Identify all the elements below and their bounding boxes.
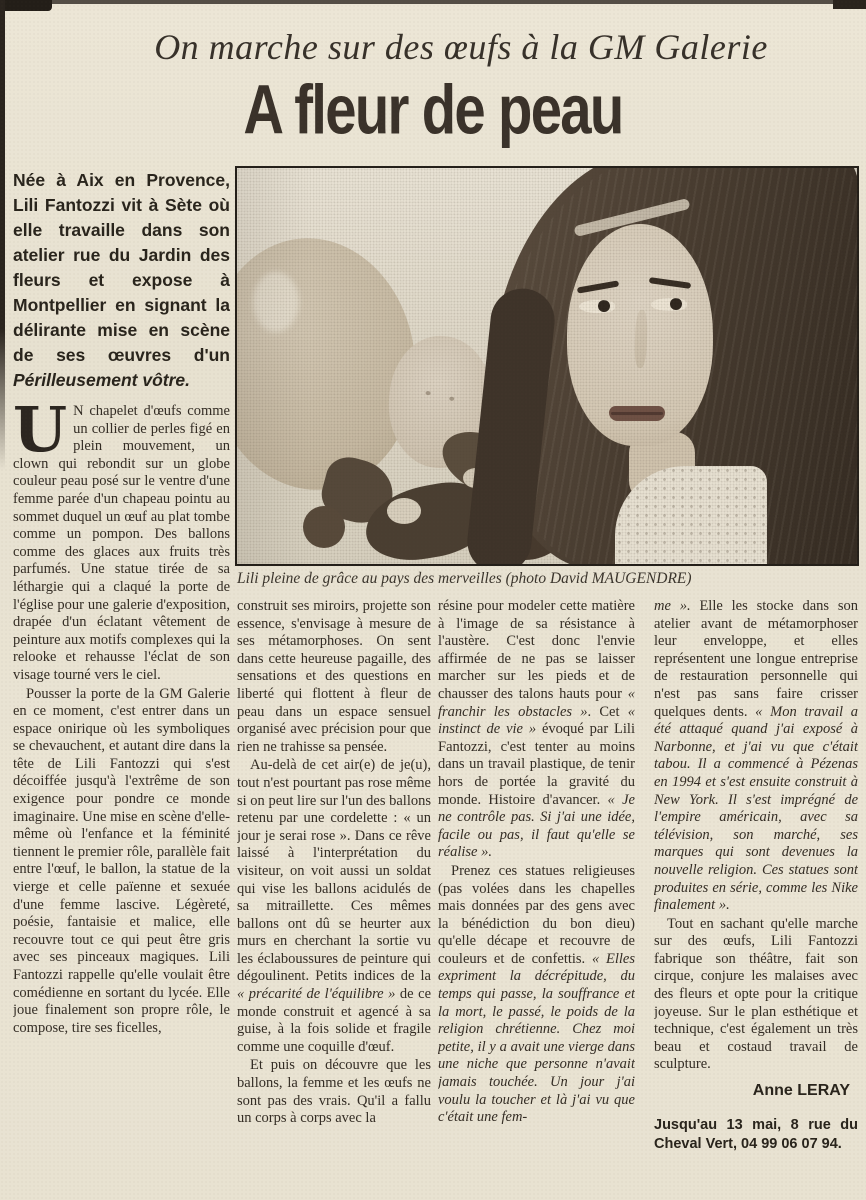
exhibition-info: Jusqu'au 13 mai, 8 rue du Cheval Vert, 04 99 06 07 94. (654, 1117, 858, 1153)
scan-artifact-top-line (0, 0, 866, 4)
article-photo (235, 166, 859, 566)
painted-fabric-blob (303, 506, 345, 548)
kicker-line: On marche sur des œufs à la GM Galerie (154, 27, 768, 67)
woman-iris-left (598, 300, 610, 312)
scan-artifact-top-right (833, 0, 866, 9)
balloon-highlight (253, 272, 299, 332)
woman-eye-left (579, 300, 615, 313)
intro-lead-text: Née à Aix en Provence, Lili Fantozzi vit à Sète où elle travaille dans son atelier rue du Jardin des fleurs et expose à Montpellier en signant la délirante mise en scène de ses œuvres d'un (13, 170, 230, 365)
page-title: A fleur de peau (243, 71, 623, 150)
intro-work-title: Périlleusement vôtre. (13, 370, 191, 390)
column-2 (237, 598, 431, 1200)
column-4 (654, 598, 858, 1200)
dropcap-letter: U (13, 393, 68, 466)
column-1 (13, 168, 230, 1200)
paragraph: Prenez ces statues religieuses (pas volées dans les chapelles mais données par des gens avec la bénédiction du bon dieu) qu'elle décape et recouvre de couleurs et de confettis. « Elles expriment la décrépitude, du temps qui passe, la souffrance et la mort, le passé, le poids de la religion chrétienne. Chez moi petite, il y a avait une vierge dans une niche que personne n'avait jamais touchée. Un jour j'ai voulu la toucher et là j'ai vu que c'était une fem- (438, 862, 635, 1126)
scan-artifact-top-left (0, 0, 52, 11)
author-byline: Anne LERAY (752, 1082, 850, 1100)
paragraph: me ». Elle les stocke dans son atelier avant de métamorphoser leur enveloppe, et elles représentent une longue entreprise de restauration personnelle qui n'est pas sans faire crisser quelques dents. « Mon travail a été attaqué quand j'ai exposé à Narbonne, et j'ai vu que c'était tabou. Il a commencé à Pézenas en 1994 et s'est ensuite construit à New York. Il s'est imprégné de l'empire américain, avec sa télévision, son marché, ses marques qui sont devenues la nouvelle religion. Ces statues sont produites en série, comme les Nike finalement ». (654, 598, 858, 914)
paragraph: Au-delà de cet air(e) de je(u), tout n'est pourtant pas rose même si on peut lire sur l'un des ballons retenu par une cordelette : « un jour je serai rose ». Dans ce rêve laissé à l'interprétation du visiteur, on voit aussi un soldat qui vise les ballons acidulés de sa mitraillette. Ces mêmes ballons ont dû se heurter aux murs en cherchant la sortie vu les éclaboussures de peinture qui dégoulinent. Petits indices de la « précarité de l'équilibre » de ce monde construit et agencé à sa guise, à la fois solide et fragile comme une coquille d'œuf. (237, 757, 431, 1055)
doll-eye-right (449, 397, 454, 401)
paragraph: Tout en sachant qu'elle marche sur des œufs, Lili Fantozzi fabrique son théâtre, fait son cirque, conjure les malaises avec des fleurs et opte pour la critique joyeuse. Sur le plan esthétique et technique, c'est également un très beau et costaud travail de sculpture. (654, 915, 858, 1073)
photo-caption: Lili pleine de grâce au pays des merveilles (photo David MAUGENDRE) (237, 570, 692, 587)
painted-fabric-light-spot (387, 498, 421, 524)
paragraph (13, 393, 230, 685)
intro-chapeau (13, 168, 230, 393)
paragraph: construit ses miroirs, projette son essence, s'envisage à mesure de ses métamorphoses. On sent dans cette heureuse pagaille, des sensations et des questions en liberté qui flottent à fleur de peau dans un espace sensuel organisé avec précision pour que rien ne trahisse sa pensée. (237, 598, 431, 755)
paragraph-text: N chapelet d'œufs comme un collier de perles figé en plein mouvement, un clown qui rebondit sur un globe couleur peau posé sur le ventre d'une femme parée d'un chapeau pointu au sommet duquel un œuf au plat tombe comme un pompon. Des ballons comme des glaces aux fruits très parfumés. Une statue tirée de sa léthargie qui a claqué la porte de l'église pour une galerie d'exposition, drapée d'un éclatant vêtement de peinture aux motifs complexes qui la relooke et rehausse l'éclat de son visage tourné vers le ciel. (13, 403, 230, 683)
scan-artifact-left-edge (0, 0, 5, 470)
paragraph: Et puis on découvre que les ballons, la femme et les œufs ne sont pas des vrais. Qu'il a fallu un corps à corps avec la (237, 1057, 431, 1127)
woman-eye-right (651, 298, 687, 311)
woman-lip-line (611, 412, 663, 415)
doll-eye-left (425, 391, 430, 395)
woman-iris-right (670, 298, 682, 310)
paragraph: résine pour modeler cette matière à l'image de sa résistance à l'austère. C'est donc l'envie affirmée de ne pas se laisser marcher sur les pieds et de chausser des talons hauts pour « franchir les obstacles ». Cet « instinct de vie » évoqué par Lili Fantozzi, c'est tenter au moins dans un travail plastique, de tenir hors de portée la gravité du monde. Histoire d'avancer. « Je ne contrôle pas. Si j'ai une idée, facile ou pas, il faut qu'elle se réalise ». (438, 598, 635, 861)
column-3 (438, 598, 635, 1200)
paragraph: Pousser la porte de la GM Galerie en ce moment, c'est entrer dans un espace onirique où les symboliques se chevauchent, et autant dire dans la tête de Lili Fantozzi qui s'est décoiffée jusqu'à l'extrême de son exigence pour pondre ce monde imaginaire. Une mise en scène d'elle-même où l'enfance et la féminité tiennent le premier rôle, parallèle fait entre l'œuf, le ballon, la statue de la vierge et celle païenne et sexuée d'une femme lascive. Légèreté, poésie, fantaisie et malice, elle recouvre tout ce qui peut être gris avec ses pinceaux magiques. Lili Fantozzi rappelle qu'elle voulait être comédienne en sortant du lycée. Elle joue finalement son propre rôle, le compose, tire ses ficelles, (13, 685, 230, 1036)
